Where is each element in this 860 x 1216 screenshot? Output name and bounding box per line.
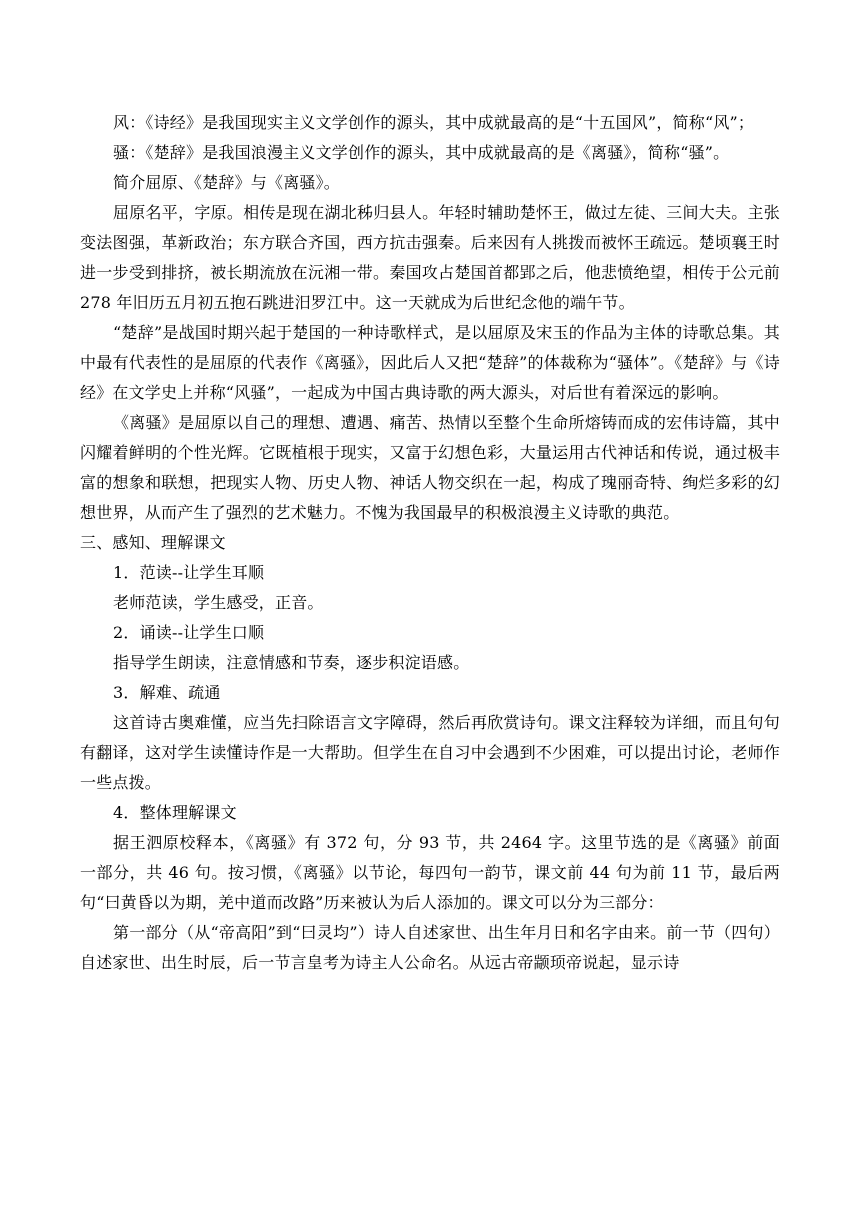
step2-title: 2．诵读--让学生口顺 bbox=[113, 623, 265, 642]
paragraph-chuci: “楚辞”是战国时期兴起于楚国的一种诗歌样式，是以屈原及宋玉的作品为主体的诗歌总集。其中最有代表性的是屈原的代表作《离骚》，因此后人又把“楚辞”的体裁称为“骚体”。《楚辞》与《诗经》在文学史上并称“风骚”，一起成为中国古典诗歌的两大源头，对后世有着深远的影响。 bbox=[80, 323, 780, 402]
paragraph-quyuan: 屈原名平，字原。相传是现在湖北秭归县人。年轻时辅助楚怀王，做过左徒、三间大夫。主张变法图强，革新政治；东方联合齐国，西方抗击强秦。后来因有人挑拨而被怀王疏远。楚顷襄王时进一步受到排挤，被长期流放在沅湘一带。秦国攻占楚国首都郢之后，他悲愤绝望，相传于公元前 278 年旧历五月初五抱石跳进汨罗江中。这一天就成为后世纪念他的端午节。 bbox=[80, 203, 780, 312]
paragraph-feng: 风：《诗经》是我国现实主义文学创作的源头，其中成就最高的是“十五国风”，简称“风”； bbox=[113, 113, 755, 132]
section-heading-three: 三、感知、理解课文 bbox=[80, 533, 226, 552]
step1-body: 老师范读，学生感受，正音。 bbox=[113, 593, 324, 612]
paragraph-intro-heading: 简介屈原、《楚辞》与《离骚》。 bbox=[113, 173, 341, 192]
step3-body: 这首诗古奥难懂，应当先扫除语言文字障碍，然后再欣赏诗句。课文注释较为详细，而且句句有翻译，这对学生读懂诗作是一大帮助。但学生在自习中会遇到不少困难，可以提出讨论，老师作一些点拨。 bbox=[80, 713, 780, 792]
step1-title: 1．范读--让学生耳顺 bbox=[113, 563, 265, 582]
step3-title: 3．解难、疏通 bbox=[113, 683, 221, 702]
step4-body: 据王泗原校释本，《离骚》有 372 句，分 93 节，共 2464 字。这里节选的是《离骚》前面一部分，共 46 句。按习惯，《离骚》以节论，每四句一韵节，课文前 44 句为前 11 节，最后两句“曰黄昏以为期，羌中道而改路”历来被认为后人添加的。课文可以分为三部分： bbox=[80, 833, 780, 912]
paragraph-lisao: 《离骚》是屈原以自己的理想、遭遇、痛苦、热情以至整个生命所熔铸而成的宏伟诗篇，其中闪耀着鲜明的个性光辉。它既植根于现实，又富于幻想色彩，大量运用古代神话和传说，通过极丰富的想象和联想，把现实人物、历史人物、神话人物交织在一起，构成了瑰丽奇特、绚烂多彩的幻想世界，从而产生了强烈的艺术魅力。不愧为我国最早的积极浪漫主义诗歌的典范。 bbox=[80, 413, 780, 522]
document-body bbox=[80, 108, 780, 978]
paragraph-sao: 骚：《楚辞》是我国浪漫主义文学创作的源头，其中成就最高的是《离骚》，简称“骚”。 bbox=[113, 143, 730, 162]
step4-title: 4．整体理解课文 bbox=[113, 803, 237, 822]
step2-body: 指导学生朗读，注意情感和节奏，逐步积淀语感。 bbox=[113, 653, 470, 672]
paragraph-part-one: 第一部分（从“帝高阳”到“曰灵均”）诗人自述家世、出生年月日和名字由来。前一节（四句）自述家世、出生时辰，后一节言皇考为诗主人公命名。从远古帝颛顼帝说起，显示诗 bbox=[80, 923, 780, 972]
